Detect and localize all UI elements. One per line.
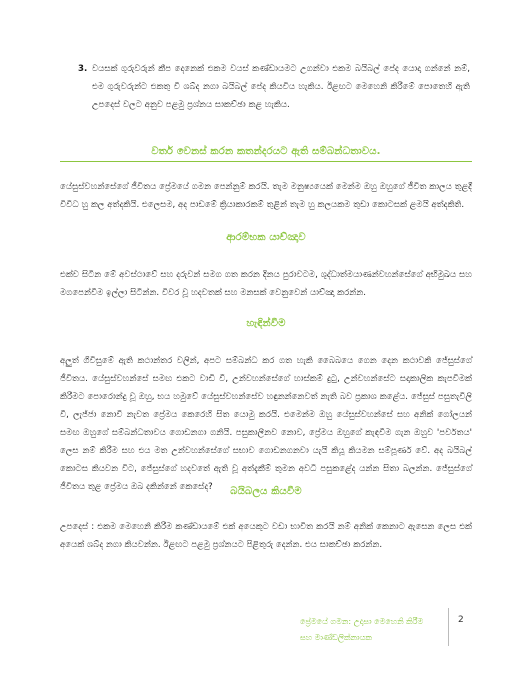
section-heading-opening-prayer: ආරම්භක යාච්ඤාව [226, 232, 306, 243]
footer-subtitle: සහ මාණ්ඩලික්නායක [300, 633, 372, 642]
footer-divider [448, 608, 449, 646]
section-heading-bible-reading: බයිබලය කියවීම [230, 486, 302, 497]
paragraph-introduction: අලුත් ගිවිසුමේ ඇති කථාන්තර වලින්, අපට සම්බන්ධ කර ගත හැකි බෛබයෙ ගෙන දෙන කථාවකි ජේසුස්ගේ ජීවිතය. යේසුස්වහන්සේ සමඟ එකට වාඩි වී, උන්වහන්සේගේ හාස්කම් දුටු, උන්වහන්සේට සදාකාලික කැපවීමක් කිරීමට පොරොන්දු වූ ඔහු, භය හමුවේ යේසුස්වහන්සේව හඳුනන්නෙවත් නැති බව ප්‍රකාශ කළේය. ජේසුස් පසුතැවිලි වී, ලැජ්ජා නොවී නැවත ප්‍රේමය කෙරෙහි සිත යොමු කරයි. එමෙන්ම ඔහු යේසුස්වහන්සේ සහ අනික් ගෝලයන් සමඟ ඔහුගේ සම්බන්ධතාවය ගොඩනගා ගනියි. පසුකාලීනව නොව, ප්‍රේමය ඔහුගේ කැඳවීම ගැන ඔහුව 'පර්වතය' ලෙස නම් කිරීම සහ එය මත උන්වහන්සේගේ සභාව ගොඩනගනවා යැයි කියූ කියමන සම්පූර්ණ වේ. අද බයිබල් කොටස කියවන විට, ජේසුස්ගේ හදවතේ ඇති වූ අත්දැකීම් තුමන අවධි පසුකළේද යන්න සිතා බලන්න. ජේසුස්ගේ ජීවිතය තුළ ප්‍රේමය ඔබ දකින්නේ කෙසේද? [60, 356, 472, 492]
numbered-item-3 [78, 60, 470, 114]
section-heading-connection: වර්ත වෙනස් කරන කතන්දරයට ඇති සම්බන්ධතාවය. [60, 146, 472, 162]
page-number: 2 [458, 615, 464, 625]
paragraph-bible-reading: උපදෙස් : එකම මෙහෙනි කිරීම කණ්ඩායමේ එක් අයෙකුට වඩා භාවිත කරයි නම් අනික් කෙනාට ඇසෙන ලෙස එක් අයෙක් ශබ්ද නගා කියවන්න. ඊළඟට පළමු ප්‍රශ්නයට පිළිතුරු දෙන්න. එය සාකච්ඡා කරන්න. [60, 522, 472, 550]
page-footer [300, 614, 480, 646]
paragraph-connection: යේසුස්වහන්සේගේ ජීවිතය ප්‍රේමයේ ගමන පෙන්නුම් කරයි. තැම මනුෂ්‍යයෙක් මෙන්ම ඔහු ඔහුගේ ජීවිත කාලය තුළදී විවිධ හු කල අත්දකියි. එලෙසම, අද පාඩමේ ක්‍රියාකාරකම් තුළින් තැම හු කලයකම තුඩා කොටසක් ළමයි අත්දකිති. [60, 182, 472, 210]
item-text: වයසක් ගුරුවරුන් කීප දෙනෙක් එකම වයස් කණ්ඩායමට උගන්වා එකම බයිබල් පේද යොදා ගන්නේ නම්, එම ගුරුවරුන්ට එකතු වී ශබ්ද නගා බයිබල් පේද කියවිය හැකිය. ඊළඟට මෙහෙනි කිරීමේ පොතෙහි ඇති උපදෙස් වලට අනුව පළමු ප්‍රශ්නය සාකච්ඡා කළ හැකිය. [92, 64, 470, 110]
paragraph-opening-prayer: එක්ව සිටින මේ අවස්ථාවේ සහ දරුවන් සමග ගත කරන දිනය පුරාවටම, ශුද්ධාත්මයාණන්වහන්සේගේ අභිමුඛය සහ මගපෙන්වීම ඉල්ලා සිටින්න. විවර වූ හදවතක් සහ මනසක් වෙනුවෙන් යාච්ඤා කරන්න. [60, 270, 472, 298]
item-number: 3. [78, 64, 88, 74]
section-heading-introduction: හැඳින්වීම [246, 318, 286, 329]
footer-title: ප්‍රේමයේ ගමන: උදාසා මෙහෙනි කිරීම [300, 617, 424, 626]
